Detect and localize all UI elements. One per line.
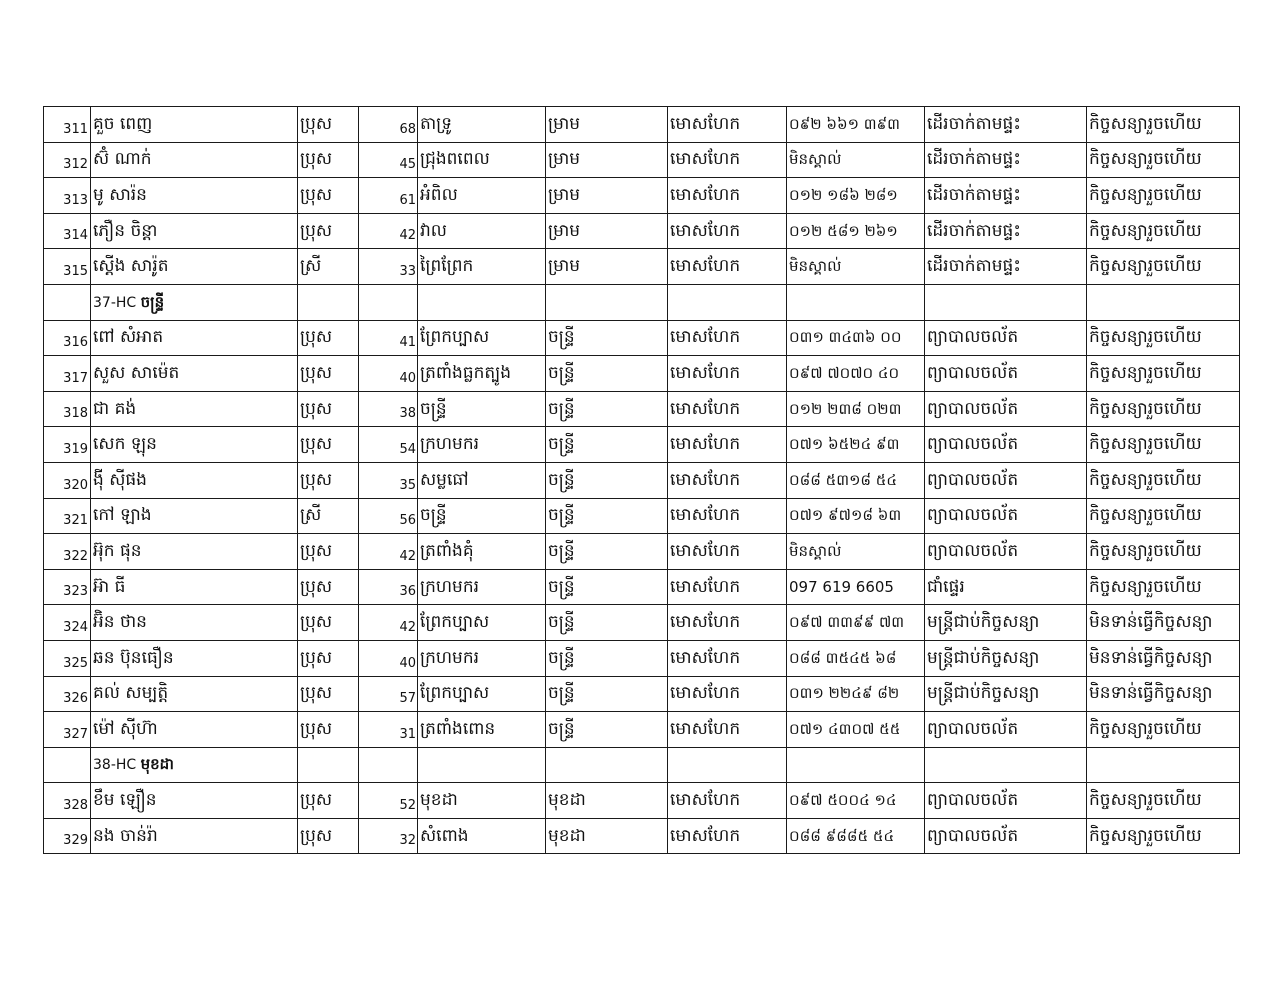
- remark-cell: កិច្ចសន្យារួចហើយ: [1087, 320, 1240, 356]
- village-cell: ចន្ទ្រី: [418, 498, 546, 534]
- name-cell: អ៊ុក ផុន: [91, 534, 298, 570]
- status-cell: ដើរចាក់តាមផ្ទះ: [925, 107, 1087, 143]
- phone-cell: មិនស្គាល់: [787, 534, 925, 570]
- commune-cell: ចន្ទ្រី: [546, 391, 668, 427]
- table-row: [44, 107, 1240, 143]
- age-cell: 56: [359, 498, 418, 534]
- row-number-cell: 317: [44, 356, 91, 392]
- age-cell: 57: [359, 676, 418, 712]
- phone-cell: ០៣១ ២២៤៩ ៨២: [787, 676, 925, 712]
- age-cell: 35: [359, 462, 418, 498]
- row-number-cell: 314: [44, 213, 91, 249]
- row-number-cell: 319: [44, 427, 91, 463]
- table-row: [44, 213, 1240, 249]
- table-row: [44, 462, 1240, 498]
- phone-cell: ០១២ ១៨៦ ២៨១: [787, 178, 925, 214]
- section-label: ចន្ទ្រី: [140, 292, 165, 311]
- status-cell: ព្យាបាលចល័ត: [925, 427, 1087, 463]
- phone-cell: មិនស្គាល់: [787, 142, 925, 178]
- age-cell: 38: [359, 391, 418, 427]
- phone-cell: ០៧១ ៤៣០៧ ៥៥: [787, 712, 925, 748]
- name-cell: អ៊ា ធី: [91, 569, 298, 605]
- commune-cell: ចន្ទ្រី: [546, 640, 668, 676]
- section-empty-cell: [44, 284, 91, 320]
- commune-cell: មុខដា: [546, 783, 668, 819]
- table-row: [44, 818, 1240, 854]
- row-number-cell: 316: [44, 320, 91, 356]
- row-number-cell: 320: [44, 462, 91, 498]
- sex-cell: ស្រី: [298, 249, 359, 285]
- village-cell: អំពិល: [418, 178, 546, 214]
- commune-cell: ម្រាម: [546, 213, 668, 249]
- phone-cell: ០៣១ ៣៤៣៦ ០០: [787, 320, 925, 356]
- name-cell: គួច ពេញ: [91, 107, 298, 143]
- village-cell: សម្លធៅ: [418, 462, 546, 498]
- phone-cell: មិនស្គាល់: [787, 249, 925, 285]
- section-empty-cell: [668, 284, 787, 320]
- section-empty-cell: [418, 284, 546, 320]
- phone-cell: ០១២ ២៣៨ ០២៣: [787, 391, 925, 427]
- section-empty-cell: [925, 284, 1087, 320]
- village-cell: ព្រែកប្បាស: [418, 676, 546, 712]
- row-number-cell: 322: [44, 534, 91, 570]
- table-row: [44, 178, 1240, 214]
- remark-cell: មិនទាន់ធ្វើកិច្ចសន្យា: [1087, 605, 1240, 641]
- table-row: [44, 569, 1240, 605]
- section-empty-cell: [546, 747, 668, 783]
- commune-cell: ចន្ទ្រី: [546, 534, 668, 570]
- commune-cell: ចន្ទ្រី: [546, 605, 668, 641]
- name-cell: ខឹម ឡឿន: [91, 783, 298, 819]
- remark-cell: មិនទាន់ធ្វើកិច្ចសន្យា: [1087, 640, 1240, 676]
- row-number-cell: 324: [44, 605, 91, 641]
- sex-cell: ប្រុស: [298, 640, 359, 676]
- village-cell: ត្រពាំងពោន: [418, 712, 546, 748]
- status-cell: មន្ត្រីជាប់កិច្ចសន្យា: [925, 640, 1087, 676]
- table-row: [44, 498, 1240, 534]
- table-row: [44, 712, 1240, 748]
- village-cell: ក្រហមករ: [418, 569, 546, 605]
- status-cell: ព្យាបាលចល័ត: [925, 818, 1087, 854]
- row-number-cell: 311: [44, 107, 91, 143]
- table-row: [44, 249, 1240, 285]
- name-cell: ជា គង់: [91, 391, 298, 427]
- phone-cell: ០៨៨ ៥៣១៨ ៥៤: [787, 462, 925, 498]
- name-cell: មូ សារ៉ន: [91, 178, 298, 214]
- sex-cell: ប្រុស: [298, 605, 359, 641]
- name-cell: ស្តើង សារ៉ូត: [91, 249, 298, 285]
- status-cell: ដើរចាក់តាមផ្ទះ: [925, 249, 1087, 285]
- sex-cell: ប្រុស: [298, 676, 359, 712]
- row-number-cell: 325: [44, 640, 91, 676]
- remark-cell: កិច្ចសន្យារួចហើយ: [1087, 783, 1240, 819]
- sex-cell: ប្រុស: [298, 534, 359, 570]
- status-cell: ដើរចាក់តាមផ្ទះ: [925, 142, 1087, 178]
- remark-cell: កិច្ចសន្យារួចហើយ: [1087, 712, 1240, 748]
- table-row: [44, 605, 1240, 641]
- remark-cell: កិច្ចសន្យារួចហើយ: [1087, 249, 1240, 285]
- age-cell: 41: [359, 320, 418, 356]
- village-cell: ត្រពាំងគុំ: [418, 534, 546, 570]
- remark-cell: មិនទាន់ធ្វើកិច្ចសន្យា: [1087, 676, 1240, 712]
- name-cell: នង ចាន់រ៉ា: [91, 818, 298, 854]
- section-header-row: [44, 284, 1240, 320]
- row-number-cell: 313: [44, 178, 91, 214]
- phone-cell: ០១២ ៥៨១ ២៦១: [787, 213, 925, 249]
- village-cell: មុខដា: [418, 783, 546, 819]
- district-cell: មោសហែក: [668, 462, 787, 498]
- section-empty-cell: [787, 284, 925, 320]
- village-cell: ក្រហមករ: [418, 640, 546, 676]
- commune-cell: ម្រាម: [546, 107, 668, 143]
- district-cell: មោសហែក: [668, 427, 787, 463]
- table-row: [44, 391, 1240, 427]
- age-cell: 31: [359, 712, 418, 748]
- phone-cell: ០៨៨ ៩៨៨៥ ៥៤: [787, 818, 925, 854]
- district-cell: មោសហែក: [668, 783, 787, 819]
- status-cell: មន្ត្រីជាប់កិច្ចសន្យា: [925, 605, 1087, 641]
- age-cell: 32: [359, 818, 418, 854]
- phone-cell: ០៩៧ ៧០៧០ ៤០: [787, 356, 925, 392]
- table-row: [44, 783, 1240, 819]
- village-cell: ព្រែកប្បាស: [418, 320, 546, 356]
- row-number-cell: 326: [44, 676, 91, 712]
- status-cell: ព្យាបាលចល័ត: [925, 391, 1087, 427]
- commune-cell: ម្រាម: [546, 178, 668, 214]
- sex-cell: ប្រុស: [298, 391, 359, 427]
- district-cell: មោសហែក: [668, 569, 787, 605]
- age-cell: 40: [359, 640, 418, 676]
- age-cell: 68: [359, 107, 418, 143]
- remark-cell: កិច្ចសន្យារួចហើយ: [1087, 534, 1240, 570]
- row-number-cell: 318: [44, 391, 91, 427]
- remark-cell: កិច្ចសន្យារួចហើយ: [1087, 356, 1240, 392]
- status-cell: មន្ត្រីជាប់កិច្ចសន្យា: [925, 676, 1087, 712]
- row-number-cell: 323: [44, 569, 91, 605]
- district-cell: មោសហែក: [668, 391, 787, 427]
- name-cell: ឆន ប៊ុនធឿន: [91, 640, 298, 676]
- commune-cell: ចន្ទ្រី: [546, 676, 668, 712]
- table-row: [44, 142, 1240, 178]
- phone-cell: ០៩២ ៦៦១ ៣៩៣: [787, 107, 925, 143]
- district-cell: មោសហែក: [668, 534, 787, 570]
- sex-cell: ប្រុស: [298, 427, 359, 463]
- sex-cell: ប្រុស: [298, 712, 359, 748]
- sex-cell: ប្រុស: [298, 142, 359, 178]
- commune-cell: ចន្ទ្រី: [546, 320, 668, 356]
- sex-cell: ប្រុស: [298, 818, 359, 854]
- district-cell: មោសហែក: [668, 320, 787, 356]
- status-cell: ព្យាបាលចល័ត: [925, 783, 1087, 819]
- age-cell: 45: [359, 142, 418, 178]
- name-cell: សេក ឡុន: [91, 427, 298, 463]
- section-empty-cell: [44, 747, 91, 783]
- commune-cell: ម្រាម: [546, 249, 668, 285]
- age-cell: 36: [359, 569, 418, 605]
- commune-cell: ចន្ទ្រី: [546, 427, 668, 463]
- section-code: 38-HC: [93, 757, 137, 774]
- name-cell: ម៉ៅ ស៊ីហ៊ា: [91, 712, 298, 748]
- section-empty-cell: [925, 747, 1087, 783]
- section-empty-cell: [418, 747, 546, 783]
- row-number-cell: 312: [44, 142, 91, 178]
- village-cell: វាល: [418, 213, 546, 249]
- section-label: មុខដា: [140, 755, 174, 774]
- sex-cell: ប្រុស: [298, 356, 359, 392]
- village-cell: សំពោង: [418, 818, 546, 854]
- remark-cell: កិច្ចសន្យារួចហើយ: [1087, 427, 1240, 463]
- district-cell: មោសហែក: [668, 712, 787, 748]
- table-row: [44, 356, 1240, 392]
- name-cell: ស៊ំ ណាក់: [91, 142, 298, 178]
- commune-cell: ចន្ទ្រី: [546, 569, 668, 605]
- status-cell: ដើរចាក់តាមផ្ទះ: [925, 213, 1087, 249]
- commune-cell: ចន្ទ្រី: [546, 498, 668, 534]
- section-title-cell: [91, 747, 298, 783]
- table-row: [44, 534, 1240, 570]
- section-header-row: [44, 747, 1240, 783]
- district-cell: មោសហែក: [668, 818, 787, 854]
- section-empty-cell: [1087, 284, 1240, 320]
- row-number-cell: 329: [44, 818, 91, 854]
- section-empty-cell: [1087, 747, 1240, 783]
- table-row: [44, 676, 1240, 712]
- table-body: [44, 107, 1240, 854]
- sex-cell: ស្រី: [298, 498, 359, 534]
- name-cell: សួស សាម៉េត: [91, 356, 298, 392]
- age-cell: 52: [359, 783, 418, 819]
- district-cell: មោសហែក: [668, 213, 787, 249]
- village-cell: ជ្រុងពពេល: [418, 142, 546, 178]
- phone-cell: 097 619 6605: [787, 569, 925, 605]
- row-number-cell: 321: [44, 498, 91, 534]
- commune-cell: ចន្ទ្រី: [546, 462, 668, 498]
- phone-cell: ០៩៧ ៥០០៤ ១៤: [787, 783, 925, 819]
- row-number-cell: 315: [44, 249, 91, 285]
- district-cell: មោសហែក: [668, 676, 787, 712]
- district-cell: មោសហែក: [668, 356, 787, 392]
- table-row: [44, 320, 1240, 356]
- district-cell: មោសហែក: [668, 605, 787, 641]
- phone-cell: ០៧១ ៦៥២៤ ៩៣: [787, 427, 925, 463]
- name-cell: ង៉ី ស៊ីផង: [91, 462, 298, 498]
- district-cell: មោសហែក: [668, 640, 787, 676]
- phone-cell: ០៨៨ ៣៥៤៥ ៦៨: [787, 640, 925, 676]
- table-row: [44, 640, 1240, 676]
- name-cell: កៅ ឡាង: [91, 498, 298, 534]
- village-cell: ក្រហមករ: [418, 427, 546, 463]
- row-number-cell: 328: [44, 783, 91, 819]
- commune-cell: មុខដា: [546, 818, 668, 854]
- section-empty-cell: [546, 284, 668, 320]
- status-cell: ជាំផ្ទេរ: [925, 569, 1087, 605]
- remark-cell: កិច្ចសន្យារួចហើយ: [1087, 569, 1240, 605]
- status-cell: ព្យាបាលចល័ត: [925, 356, 1087, 392]
- sex-cell: ប្រុស: [298, 783, 359, 819]
- village-cell: ចន្ទ្រី: [418, 391, 546, 427]
- status-cell: ព្យាបាលចល័ត: [925, 712, 1087, 748]
- status-cell: ព្យាបាលចល័ត: [925, 320, 1087, 356]
- patient-table: [43, 106, 1240, 854]
- phone-cell: ០៩៧ ៣៣៩៩ ៧៣: [787, 605, 925, 641]
- section-empty-cell: [298, 747, 359, 783]
- section-empty-cell: [668, 747, 787, 783]
- section-code: 37-HC: [93, 294, 137, 311]
- status-cell: ព្យាបាលចល័ត: [925, 498, 1087, 534]
- sex-cell: ប្រុស: [298, 213, 359, 249]
- village-cell: ព្រៃព្រែក: [418, 249, 546, 285]
- row-number-cell: 327: [44, 712, 91, 748]
- section-empty-cell: [787, 747, 925, 783]
- phone-cell: ០៧១ ៩៧១៨ ៦៣: [787, 498, 925, 534]
- district-cell: មោសហែក: [668, 142, 787, 178]
- status-cell: ដើរចាក់តាមផ្ទះ: [925, 178, 1087, 214]
- section-title-cell: [91, 284, 298, 320]
- status-cell: ព្យាបាលចល័ត: [925, 462, 1087, 498]
- remark-cell: កិច្ចសន្យារួចហើយ: [1087, 391, 1240, 427]
- sex-cell: ប្រុស: [298, 178, 359, 214]
- name-cell: ភឿន ចិន្តា: [91, 213, 298, 249]
- section-empty-cell: [359, 747, 418, 783]
- sex-cell: ប្រុស: [298, 462, 359, 498]
- table-row: [44, 427, 1240, 463]
- name-cell: គល់ សម្បត្តិ: [91, 676, 298, 712]
- district-cell: មោសហែក: [668, 498, 787, 534]
- remark-cell: កិច្ចសន្យារួចហើយ: [1087, 178, 1240, 214]
- village-cell: ត្រពាំងធ្លកត្បូង: [418, 356, 546, 392]
- sex-cell: ប្រុស: [298, 107, 359, 143]
- sex-cell: ប្រុស: [298, 320, 359, 356]
- remark-cell: កិច្ចសន្យារួចហើយ: [1087, 462, 1240, 498]
- remark-cell: កិច្ចសន្យារួចហើយ: [1087, 142, 1240, 178]
- sex-cell: ប្រុស: [298, 569, 359, 605]
- remark-cell: កិច្ចសន្យារួចហើយ: [1087, 498, 1240, 534]
- remark-cell: កិច្ចសន្យារួចហើយ: [1087, 107, 1240, 143]
- name-cell: ពៅ សំអាត: [91, 320, 298, 356]
- age-cell: 61: [359, 178, 418, 214]
- commune-cell: ចន្ទ្រី: [546, 356, 668, 392]
- section-empty-cell: [298, 284, 359, 320]
- remark-cell: កិច្ចសន្យារួចហើយ: [1087, 818, 1240, 854]
- district-cell: មោសហែក: [668, 107, 787, 143]
- status-cell: ព្យាបាលចល័ត: [925, 534, 1087, 570]
- village-cell: តាទ្រូ: [418, 107, 546, 143]
- commune-cell: ចន្ទ្រី: [546, 712, 668, 748]
- age-cell: 54: [359, 427, 418, 463]
- remark-cell: កិច្ចសន្យារួចហើយ: [1087, 213, 1240, 249]
- village-cell: ព្រែកប្បាស: [418, 605, 546, 641]
- age-cell: 42: [359, 605, 418, 641]
- age-cell: 42: [359, 534, 418, 570]
- commune-cell: ម្រាម: [546, 142, 668, 178]
- district-cell: មោសហែក: [668, 249, 787, 285]
- age-cell: 42: [359, 213, 418, 249]
- age-cell: 33: [359, 249, 418, 285]
- age-cell: 40: [359, 356, 418, 392]
- name-cell: អ៊ិន ថាន: [91, 605, 298, 641]
- section-empty-cell: [359, 284, 418, 320]
- district-cell: មោសហែក: [668, 178, 787, 214]
